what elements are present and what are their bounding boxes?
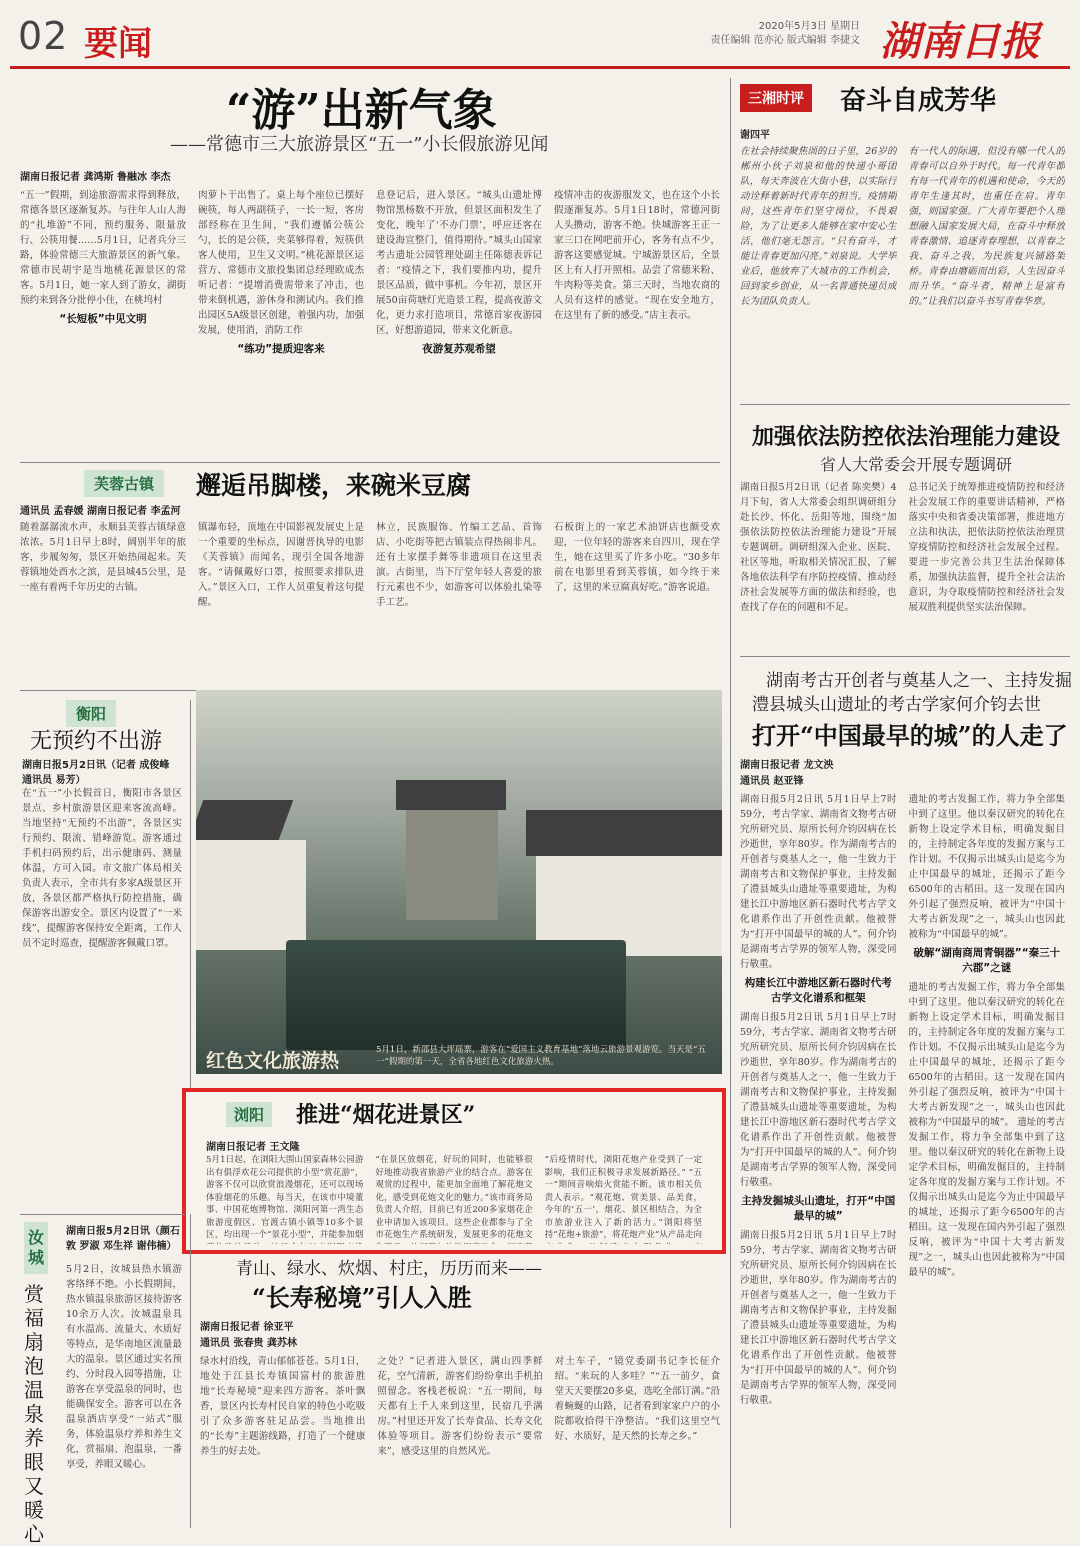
furong-col-2: 镇瀑布轻，顶地在中国影视发展史上是一个重要的坐标点，因谢晋执导的电影《芙蓉镇》而闻名，现引全国各地游客。“请佩戴好口罩，按照要求排队进入。”景区入口，工作人员重复着这句提醒。 (198, 522, 364, 608)
photo-roof-left (196, 800, 293, 840)
photo-wall-left (196, 840, 306, 950)
paper-logo: 湖南日报 (880, 18, 1040, 65)
column-body (740, 144, 1065, 394)
arch-col-1: 湖南日报5月2日讯 5月1日早上7时59分，考古学家、湖南省文物考古研究所研究员、原所长何介钧因病在长沙逝世，享年80岁。作为湖南考古的开创者与奠基人之一，他一生致力于湖南考古和文物保护事业，主持发掘了澧县城头山遗址等重要遗址，为构建长江中游地区新石器时代考古学文化谱系作出了开创性贡献。他被誉为“打开中国最早的城的人”。何介钧是湖南考古学界的领军人物，深受同行敬重。 构建长江中游地区新石器时代考古学文化谱系和框架 湖南日报5月2日讯 5月1日早上7时59分，考古学家、湖南省文物考古研究所研究员、原所长何介钧因病在长沙逝世，享年80岁。作为湖南考古的开创者与奠基人之一，他一生致力于湖南考古和文物保护事业，主持发掘了澧县城头山遗址等重要遗址，为构建长江中游地区新石器时代考古学文化谱系作出了开创性贡献。他被誉为“打开中国最早的城的人”。何介钧是湖南考古学界的领军人物，深受同行敬重。 主持发掘城头山遗址，打开“中国最早的城” 湖南日报5月2日讯 5月1日早上7时59分，考古学家、湖南省文物考古研究所研究员、原所长何介钧因病在长沙逝世，享年80岁。作为湖南考古的开创者与奠基人之一，他一生致力于湖南考古和文物保护事业，主持发掘了澧县城头山遗址等重要遗址，为构建长江中游地区新石器时代考古学文化谱系作出了开创性贡献。他被誉为“打开中国最早的城的人”。何介钧是湖南考古学界的领军人物，深受同行敬重。 (740, 794, 897, 1406)
law-col-1: 湖南日报5月2日讯（记者 陈奕樊）4月下旬，省人大常委会组织调研组分赴长沙、怀化、岳阳等地，围绕“加强依法防控依法治理能力建设”开展专题调研。调研组深入企业、医院、社区等地，听取相关情况汇报，了解各地依法科学有序防控疫情、推动经济社会发展等方面的做法和经验，也查找了存在的问题和不足。 (740, 482, 897, 613)
lead-subhead-2: “练功”提质迎客来 (237, 343, 325, 355)
furong-col-1: 随着潺潺流水声，永顺县芙蓉古镇绿意浓浓。5月1日早上8时，阔别半年的旅客，步履匆匆，景区开始热闹起来。芙蓉镇地处酉水之滨，是县城45公里，是一座有着两千年历史的古镇。 (20, 522, 186, 593)
changshou-col-1: 绿水村沿线，青山郁郁苍苍。5月1日，地处于江县长寿镇国富村的旅游胜地“长寿秘境”迎来四方游客。茶叶飘香，景区内长寿村民自家的特色小吃吸引了众多游客驻足品尝。当地推出的“长寿”主题游线路，打造了一个健康养生的好去处。 (200, 1356, 366, 1457)
photo-overlay-title: 红色文化旅游热 (206, 1050, 340, 1072)
column-col-2: 有一代人的际遇，但没有哪一代人的青春可以自外于时代。每一代青年都有每一代青年的机遇和使命，今天的青年生逢其时，也重任在肩。青年强，则国家强。广大青年要把个人理想融入国家发展大局，在奋斗中释放青春激情、追逐青春理想，以青春之我、奋斗之我，为民族复兴铺路架桥。青春由磨砺而出彩，人生因奋斗而升华。“奋斗者，精神上是富有的。”让我们以奋斗书写青春华章。 (908, 146, 1065, 307)
lead-col-2: 肉萝卜干出售了。桌上每个座位已摆好碗筷，每人两副筷子，一长一短，客房部经称在卫生间，“我们遵循公筷公勺，长的是公筷，夹菜够得着，短筷供客人使用，卫生又文明。”桃花源景区运营方、常德市文旅投集团总经理欧成杰听记者：“提增消费需带来了冲击，也带来倒机遇，游休身和测试内。我们推出园区5A级景区创建，着强内功，加强发展，使用消，消防工作 “练功”提质迎客来 (198, 190, 364, 355)
photo-roof-right (526, 810, 722, 856)
law-subtitle: 省人大常委会开展专题调研 (820, 455, 1013, 474)
liuyang-col-3: “后疫情时代，浏阳花炮产业受到了一定影响，我们正积极寻求发展新路径。” “五一”期间音响焰火赏能不断。该市相关负责人表示。“观花炮、赏美景、品美食，今年的‘五一’，烟花、景区相结合，为全市旅游业注入了新的活力。”浏阳将坚持“花炮+旅游”，将花炮产业“从产品走向 (544, 1155, 702, 1240)
changshou-byline-2: 通讯员 张春贵 龚苏林 (200, 1338, 297, 1349)
hengyang-col: 在“五一”小长假首日，衡阳市各景区景点、乡村旅游景区迎来客流高峰。当地坚持“无预约不出游”，各景区实行预约、限流、错峰游览。游客通过手机扫码预约后，出示健康码、测量体温，方可入园。市文旅广体局相关负责人表示，全市共有多家A级景区开放，各景区都严格执行防控措施，确保游客出游安全。景区内设置了“一米线”，提醒游客保持安全距离，工作人员不定时巡查，提醒游客佩戴口罩。 (22, 788, 182, 949)
liuyang-body (206, 1154, 702, 1244)
lead-subhead-1: “长短板”中见文明 (59, 313, 147, 325)
main-column-divider (730, 78, 731, 1528)
liuyang-article (182, 1088, 726, 1254)
changshou-byline-1: 湖南日报记者 徐亚平 (200, 1322, 294, 1333)
changshou-title: “长寿秘境”引人入胜 (252, 1283, 472, 1312)
arch-byline-1: 湖南日报记者 龙文泱 (740, 760, 834, 771)
changshou-kicker: 青山、绿水、炊烟、村庄，历历而来—— (236, 1259, 542, 1279)
furong-byline: 通讯员 孟春媛 湖南日报记者 李孟河 (20, 506, 181, 517)
photo-caption: 5月1日，新邵县大坪瑶寨，游客在“爱国主义教育基地”落地云旅游景观游览。当天是“五一”假期的第一天，全省各地红色文化旅游火热。 (376, 1045, 706, 1067)
lead-col-4: 疫情冲击的夜游服发文，也在这个小长假逐渐复苏。5月1日18时，常德河街人头攒动，游客不绝。快城游客王正一家三口在网吧前开心，客务有点不少，游客这要感觉城。宁城游景区后，全景区上有人打开照相。品尝了常德米粉、牛肉粉等美食。第三天时，当地农商的人员有这样的感觉。“现在安全地方，在这里有了新的感受。”店主表示。 (554, 190, 720, 321)
law-divider (740, 656, 1070, 657)
rucheng-tag: 汝城 (24, 1222, 48, 1274)
lead-body (20, 188, 720, 458)
lead-title: “游”出新气象 (226, 85, 497, 136)
masthead-info (710, 20, 860, 48)
law-title: 加强依法防控依法治理能力建设 (752, 424, 1061, 450)
lead-subhead-3: 夜游复苏观希望 (422, 343, 496, 355)
liuyang-col-1: 5月1日起，在浏阳大围山国家森林公园游出有俱浮欢花公司提供的小型“赏花游”，游客不仅可以欣赏浪漫烟花，还可以现场体验烟花的乐趣。每当天，在该市中境董事、中国花炮博物馆、浏阳河第一湾生态旅游度假区、官渡古镇小镇等10多个景区，均出现一个“景花小型”，并能参加烟 (206, 1155, 364, 1240)
column-title: 奋斗自成芳华 (840, 86, 997, 116)
rucheng-title: 赏福扇泡温泉养眼又暖心 (24, 1282, 44, 1546)
arch-subhead-1: 构建长江中游地区新石器时代考古学文化谱系和框架 (744, 977, 892, 1004)
lead-bottom-divider (20, 462, 720, 463)
news-photo (196, 690, 722, 1074)
furong-title: 邂逅吊脚楼，来碗米豆腐 (196, 471, 472, 500)
hengyang-tag: 衡阳 (66, 700, 116, 727)
hengyang-byline: 湖南日报5月2日讯（记者 成俊峰 通讯员 易芳） (22, 760, 170, 786)
arch-title: 打开“中国最早的城”的人走了 (752, 721, 1068, 750)
liuyang-col-2: “在景区放烟花，好玩的同时，也能够很好地推动我省旅游产业的结合点。游客在观赏的过程中，能更加全面地了解花炮文化，感受到花炮文化的魅力。”该市商务局负责人介绍，目前已有近200多家烟花企业申请加入该项目。这些企业都参与了全市花炮生产系统研发，发展更多的花炮文 (375, 1155, 533, 1240)
photo-gate (406, 810, 498, 920)
lead-byline: 湖南日报记者 龚鸿斯 鲁融冰 李杰 (20, 172, 171, 183)
hengyang-title: 无预约不出游 (30, 729, 163, 754)
editors-line: 责任编辑 范亦沁 版式编辑 李捷文 (710, 35, 860, 46)
lead-col-1: “五一”假期，到途旅游需求得到释放，常德各景区逐渐复苏。与往年人山人海的“扎堆游”不同，预约服务、限量放行、公筷用餐……5月1日，记者兵分三路，体验常德三大旅游景区的新气象。常德市民胡宇是当地桃花源景区的常客。5月1日，她一家人到了游女，湖街预约来到各分批停小住，在桃坞村 “长短板”中见文明 (20, 190, 186, 325)
lead-subtitle: ——常德市三大旅游景区“五一”小长假旅游见闻 (170, 134, 549, 155)
furong-body (20, 520, 720, 680)
rucheng-divider (190, 1214, 191, 1528)
changshou-col-3: 对土车子，“镜党委副书记李长征介绍。“来玩的人多哇？”“五一前夕，食堂天天要摆20多桌，选吃全部订满。”沿着蜿蜒的山路，记者看到家家户户的小院都收拾得干净整洁。“我们这里空气好、水质好，是天然的长寿之乡。” (554, 1356, 720, 1442)
arch-kicker-1: 湖南考古开创者与奠基人之一、主持发掘 (766, 671, 1072, 691)
arch-col-2: 遗址的考古发掘工作，将力争全部集中到了这里。他以秦汉研究的转化在新物上设定学术目标，明确发掘目的，主持制定各年度的发掘方案与工作计划。不仅揭示出城头山是迄今为止中国最早的城址，还揭示了距今6500年的古稻田。这一发现在国内外引起了强烈反响，被评为“中国十大考古新发现”之一，城头山也因此被称为“中国最早的城”。 破解“湖南商周青铜器”“秦三十六郡”之谜 遗址的考古发掘工作，将力争全部集中到了这里。他以秦汉研究的转化在新物上设定学术目标，明确发掘目的，主持制定各年度的发掘方案与工作计划。不仅揭示出城头山是迄今为止中国最早的城址，还揭示了距今6500年的古稻田。这一发现在国内外引起了强烈反响，被评为“中国十大考古新发现”之一，城头山也因此被称为“中国最早的城”。 遗址的考古发掘工作，将力争全部集中到了这里。他以秦汉研究的转化在新物上设定学术目标，明确发掘目的，主持制定各年度的发掘方案与工作计划。不仅揭示出城头山是迄今为止中国最早的城址，还揭示了距今6500年的古稻田。这一发现在国内外引起了强烈反响，被评为“中国十大考古新发现”之一，城头山也因此被称为“中国最早的城”。 (908, 794, 1065, 1278)
arch-subhead-3: 主持发掘城头山遗址，打开“中国最早的城” (741, 1195, 896, 1222)
issue-date: 2020年5月3日 星期日 (758, 21, 860, 32)
law-body (740, 480, 1065, 648)
liuyang-tag: 浏阳 (226, 1102, 272, 1127)
changshou-col-2: 之处？”记者进入景区，满山四季鲜花，空气清新，游客们纷纷拿出手机拍照留念。客栈老板说：“五一期间，每天都有上千人来到这里，民宿几乎满房。”村里还开发了长寿食品、长寿文化体验等项目。游客们纷纷表示“要常来”，感受这里的自然风光。 (377, 1356, 543, 1457)
liuyang-title: 推进“烟花进景区” (296, 1102, 476, 1128)
column-author: 谢四平 (740, 130, 770, 141)
rucheng-body (66, 1262, 182, 1528)
changshou-body (200, 1354, 720, 1528)
furong-tag: 芙蓉古镇 (84, 470, 164, 497)
arch-kicker-2: 澧县城头山遗址的考古学家何介钧去世 (752, 695, 1041, 715)
rucheng-col: 5月2日，汝城县热水镇游客络绎不绝。小长假期间，热水镇温泉旅游区接待游客10余万人次。汝城温泉具有水温高、流量大、水质好等特点，是华南地区流量最大的温泉。景区通过实名预约、分时段入园等措施，让游客在享受温泉的同时，也能确保安全。游客可以在各温泉酒店享受“一站式”服务，体验温泉疗养和养生文化，赏福扇、泡温泉，一番享受，养眼又暖心。 (66, 1264, 182, 1470)
law-col-2: 总书记关于统筹推进疫情防控和经济社会发展工作的重要讲话精神，严格落实中央和省委决策部署，推进地方立法和执法，把依法防控依法治理贯穿疫情防控和经济社会发展全过程。要进一步完善公共卫生法治保障体系，加强执法监督，提升全社会法治意识，为夺取疫情防控和经济社会发展双胜利提供坚实法治保障。 (908, 482, 1065, 613)
arch-body (740, 792, 1065, 1522)
furong-col-3: 林立，民族服饰、竹编工艺品、首饰店、小吃街等把古镇装点得热闹非凡。还有土家摆手舞等非遗项目在这里表演。古街里，当下厅堂年轻人喜爱的旅行元素也不少，如游客可以体验扎染等手工艺。 (376, 522, 542, 608)
hengyang-body (22, 786, 182, 1206)
rucheng-byline: 湖南日报5月2日讯（颜石敦 罗淑 邓生祥 谢伟楠） (66, 1226, 180, 1252)
section-name: 要闻 (84, 24, 152, 64)
arch-subhead-2: 破解“湖南商周青铜器”“秦三十六郡”之谜 (913, 947, 1061, 974)
photo-gate-roof (396, 780, 506, 810)
photo-pond (286, 940, 626, 1050)
liuyang-byline: 湖南日报记者 王文隆 (206, 1142, 300, 1153)
furong-col-4: 石板街上的一家艺术油饼店也颇受欢迎，一位年轻的游客来自四川，现在学生，她在这里买了许多小吃。“30多年前在电影里看到芙蓉镇，如今终于来了，这里的米豆腐真好吃。”游客说道。 (554, 522, 720, 593)
column-label: 三湘时评 (740, 84, 812, 112)
masthead-rule (10, 66, 1070, 69)
lead-col-3: 息登记后，进入景区。“城头山遗址博物馆黑杨数不开放，但景区面积发生了变化，晚年了‘不办门票’，呼应还客在建设海宣整门，值得期待。”城头山国家考古遗址公园管理处副主任陈德表诉记者：“疫情之下，我们要推内功，提升景区品质，做中事机。今年初，景区开展50亩荷塘灯光造景工程，提高夜游文化，更力求打造项目，常德首家夜游园区，好想游道园，带来文化新意。 夜游复苏观希望 (376, 190, 542, 355)
rucheng-top-divider (20, 1214, 185, 1215)
arch-byline-2: 通讯员 赵亚锋 (740, 776, 804, 787)
column-col-1: 在社会持续聚焦颂的日子里，26岁的郴州小伙子刘泉和他的快递小哥团队，每天奔波在大街小巷，以实际行动诠释着新时代青年的担当。疫情期间，这些青年们坚守岗位，不畏艰险，为了让更多人能够在家中安心生活，他们毫无怨言。“只有奋斗，才能让青春更加闪亮。”刘泉说。大学毕业后，他放弃了大城市的工作机会，回到家乡创业，从一名普通快递员成长为团队负责人。 (740, 146, 897, 307)
column-divider (740, 404, 1070, 405)
page-number: 02 (18, 14, 69, 58)
